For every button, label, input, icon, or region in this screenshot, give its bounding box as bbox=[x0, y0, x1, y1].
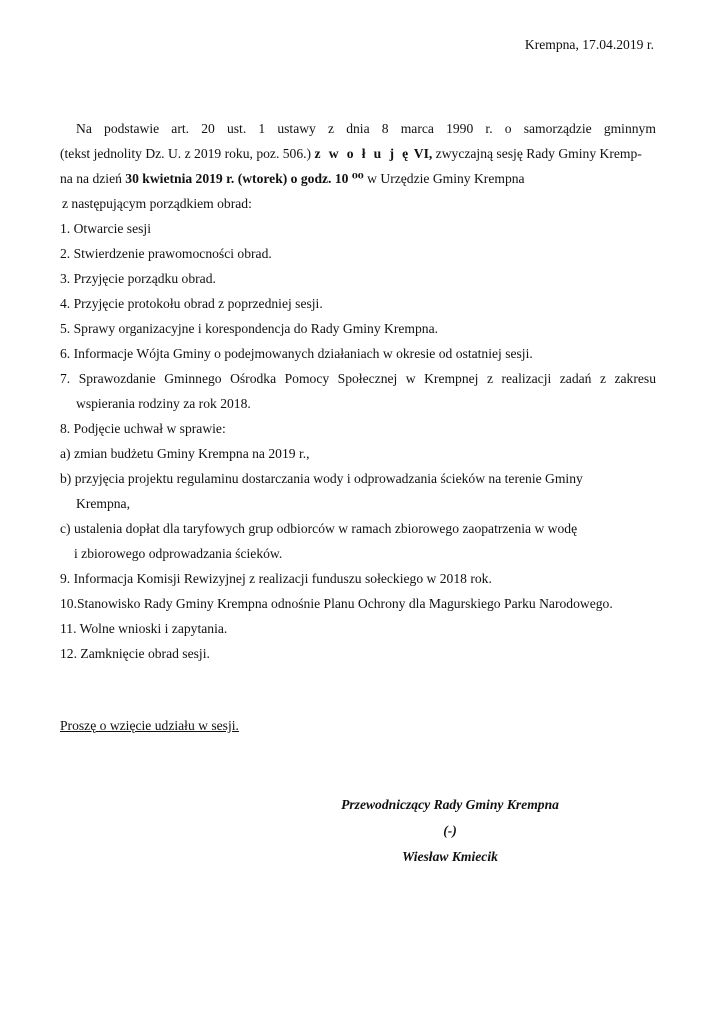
intro-text: zwyczajną sesję Rady Gminy Kremp- bbox=[432, 146, 642, 161]
intro-text: w Urzędzie Gminy Krempna bbox=[363, 171, 525, 186]
list-item-continuation: wspierania rodziny za rok 2018. bbox=[76, 396, 251, 411]
item-word: 7. bbox=[60, 371, 71, 386]
list-item: 8. Podjęcie uchwał w sprawie: bbox=[60, 421, 226, 436]
intro-word: samorządzie bbox=[523, 121, 592, 136]
intro-word: r. bbox=[485, 121, 493, 136]
place-date: Krempna, 17.04.2019 r. bbox=[524, 37, 654, 52]
session-number: VI, bbox=[410, 146, 433, 161]
intro-word: marca bbox=[400, 121, 434, 136]
intro-text: na na dzień bbox=[60, 171, 126, 186]
intro-word: ustawy bbox=[277, 121, 316, 136]
item-word: z bbox=[486, 371, 493, 386]
convene-word: z w o ł u j ę bbox=[314, 146, 411, 161]
item-word: realizacji bbox=[501, 371, 552, 386]
list-item: 2. Stwierdzenie prawomocności obrad. bbox=[60, 246, 272, 261]
intro-word: gminnym bbox=[603, 121, 656, 136]
list-subitem-continuation: Krempna, bbox=[76, 496, 130, 511]
item-word: z bbox=[599, 371, 606, 386]
item-word: zakresu bbox=[614, 371, 656, 386]
item-word: Gminnego bbox=[164, 371, 222, 386]
intro-paragraph bbox=[60, 116, 656, 216]
list-item bbox=[60, 366, 656, 391]
item-word: Pomocy bbox=[284, 371, 330, 386]
item-word: w bbox=[405, 371, 416, 386]
list-item: 1. Otwarcie sesji bbox=[60, 221, 151, 236]
item-word: Sprawozdanie bbox=[78, 371, 156, 386]
intro-word: 8 bbox=[381, 121, 389, 136]
intro-word: Na bbox=[76, 121, 92, 136]
intro-word: o bbox=[504, 121, 512, 136]
list-item: 11. Wolne wnioski i zapytania. bbox=[60, 621, 228, 636]
intro-line-1 bbox=[60, 116, 656, 141]
list-subitem-continuation: i zbiorowego odprowadzania ścieków. bbox=[74, 546, 283, 561]
intro-word: ust. bbox=[226, 121, 247, 136]
item-word: Krempnej bbox=[424, 371, 479, 386]
intro-text: (tekst jednolity Dz. U. z 2019 roku, poz. 506.) bbox=[60, 146, 315, 161]
intro-word: 1 bbox=[258, 121, 266, 136]
agenda-list bbox=[60, 216, 656, 666]
item-word: Ośrodka bbox=[230, 371, 277, 386]
intro-word: z bbox=[328, 121, 335, 136]
intro-word: dnia bbox=[346, 121, 370, 136]
intro-word: 20 bbox=[201, 121, 215, 136]
list-item: 4. Przyjęcie protokołu obrad z poprzedniej sesji. bbox=[60, 296, 323, 311]
list-item: 9. Informacja Komisji Rewizyjnej z realizacji funduszu sołeckiego w 2018 rok. bbox=[60, 571, 492, 586]
intro-word: art. bbox=[171, 121, 190, 136]
session-date: 30 kwietnia 2019 r. (wtorek) o godz. 10 ⁰⁰ bbox=[125, 171, 364, 186]
list-subitem: b) przyjęcia projektu regulaminu dostarczania wody i odprowadzania ścieków na terenie Gminy bbox=[60, 471, 583, 486]
item-word: Społecznej bbox=[337, 371, 398, 386]
signature-name: Wiesław Kmiecik bbox=[402, 849, 498, 864]
intro-line-4 bbox=[60, 191, 656, 216]
invitation-text: Proszę o wzięcie udziału w sesji. bbox=[60, 718, 239, 733]
signature-mark: (-) bbox=[443, 823, 457, 838]
list-item: 6. Informacje Wójta Gminy o podejmowanych działaniach w okresie od ostatniej sesji. bbox=[60, 346, 533, 361]
list-subitem: c) ustalenia dopłat dla taryfowych grup odbiorców w ramach zbiorowego zaopatrzenia w wodę bbox=[60, 521, 578, 536]
list-item: 5. Sprawy organizacyjne i korespondencja do Rady Gminy Krempna. bbox=[60, 321, 439, 336]
list-item: 3. Przyjęcie porządku obrad. bbox=[60, 271, 216, 286]
signature-title: Przewodniczący Rady Gminy Krempna bbox=[341, 797, 559, 812]
list-item: 12. Zamknięcie obrad sesji. bbox=[60, 646, 210, 661]
intro-line-2 bbox=[60, 141, 656, 166]
intro-word: podstawie bbox=[104, 121, 160, 136]
list-subitem: a) zmian budżetu Gminy Krempna na 2019 r., bbox=[60, 446, 310, 461]
item-word: zadań bbox=[559, 371, 592, 386]
intro-word: 1990 bbox=[446, 121, 474, 136]
intro-line-3 bbox=[60, 166, 656, 191]
intro-text: z następującym porządkiem obrad: bbox=[62, 196, 252, 211]
list-item: 10.Stanowisko Rady Gminy Krempna odnośnie Planu Ochrony dla Magurskiego Parku Narodowego. bbox=[60, 596, 613, 611]
